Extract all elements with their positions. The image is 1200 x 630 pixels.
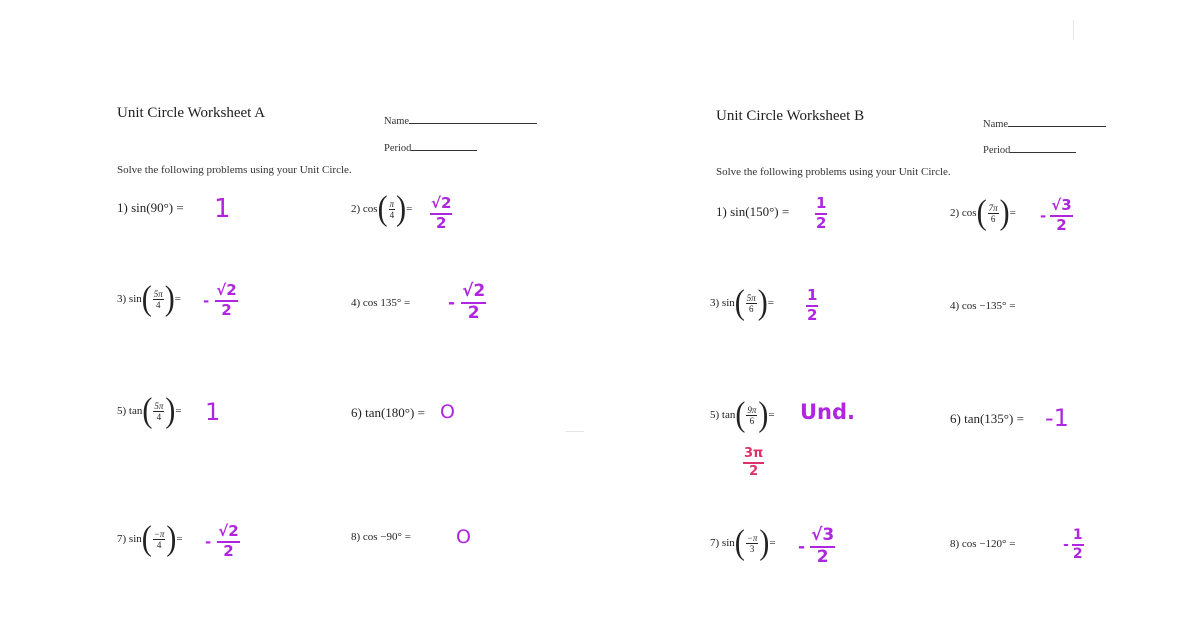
name-line bbox=[1008, 115, 1106, 127]
numerator: 5π bbox=[154, 400, 164, 411]
period-label: Period bbox=[983, 145, 1011, 156]
left-paren: ( bbox=[377, 189, 388, 228]
left-paren: ( bbox=[976, 193, 987, 232]
margin-note bbox=[743, 446, 764, 478]
answer: O bbox=[440, 401, 455, 423]
problem-number: 2) bbox=[351, 203, 361, 215]
problem-number: 3) bbox=[710, 297, 720, 309]
numerator: π bbox=[389, 198, 395, 209]
right-paren: ) bbox=[759, 523, 770, 562]
answer-denominator: 2 bbox=[467, 303, 480, 323]
problem-expression: cos 135° = bbox=[362, 297, 411, 309]
denominator: 6 bbox=[990, 213, 996, 224]
function-name: tan bbox=[128, 405, 143, 417]
problem-number: 6) bbox=[351, 405, 362, 420]
problem-number: 6) bbox=[950, 411, 961, 426]
answer-denominator: 2 bbox=[1056, 216, 1067, 234]
right-paren: ) bbox=[164, 279, 175, 318]
scan-mark bbox=[566, 431, 584, 432]
denominator: 6 bbox=[749, 415, 755, 426]
answer-denominator: 2 bbox=[816, 214, 827, 232]
problem-number: 4) bbox=[351, 297, 361, 309]
function-name: sin bbox=[128, 293, 142, 305]
function-name: cos bbox=[362, 203, 378, 215]
answer-sign: - bbox=[1063, 536, 1069, 553]
denominator: 4 bbox=[389, 209, 395, 220]
argument-fraction bbox=[153, 289, 164, 310]
problem-number: 5) bbox=[117, 405, 127, 417]
period-label: Period bbox=[384, 143, 412, 154]
problem-number: 5) bbox=[710, 409, 720, 421]
answer-numerator: 1 bbox=[1072, 528, 1084, 546]
name-label: Name bbox=[384, 116, 410, 127]
answer-numerator: √2 bbox=[430, 196, 452, 215]
answer-numerator: √3 bbox=[1050, 198, 1072, 217]
answer: 1 bbox=[205, 398, 221, 426]
equals-sign: = bbox=[768, 409, 775, 421]
answer-numerator: √2 bbox=[461, 283, 486, 304]
problem-number: 8) bbox=[351, 531, 361, 543]
right-paren: ) bbox=[166, 519, 177, 558]
answer-sign: - bbox=[448, 292, 456, 313]
period-field[interactable] bbox=[384, 139, 477, 154]
problem-expression: cos −120° = bbox=[961, 538, 1016, 550]
period-field[interactable] bbox=[983, 141, 1076, 156]
numerator: 5π bbox=[746, 292, 756, 303]
name-field[interactable] bbox=[384, 112, 537, 127]
problem-expression: cos −90° = bbox=[362, 531, 411, 543]
note-numerator: 3π bbox=[743, 447, 764, 464]
left-paren: ( bbox=[141, 519, 152, 558]
answer-denominator: 2 bbox=[807, 306, 818, 324]
left-paren: ( bbox=[141, 279, 152, 318]
answer-numerator: √2 bbox=[217, 524, 239, 543]
argument-fraction bbox=[153, 401, 164, 422]
answer: 1 bbox=[214, 194, 231, 224]
answer bbox=[1063, 528, 1084, 561]
problem-8 bbox=[950, 538, 1015, 550]
function-name: tan bbox=[721, 409, 736, 421]
answer bbox=[203, 283, 238, 318]
function-name: sin bbox=[721, 297, 735, 309]
problem-6 bbox=[950, 411, 1024, 427]
denominator: 4 bbox=[156, 539, 162, 550]
problem-1 bbox=[716, 204, 789, 220]
problem-8 bbox=[351, 531, 411, 543]
problem-1 bbox=[117, 200, 184, 216]
argument-fraction bbox=[746, 405, 757, 426]
equals-sign: = bbox=[769, 537, 776, 549]
right-paren: ) bbox=[165, 391, 176, 430]
numerator: 7π bbox=[988, 202, 998, 213]
answer bbox=[430, 194, 452, 231]
problem-number: 7) bbox=[710, 537, 720, 549]
function-name: sin bbox=[128, 533, 142, 545]
problem-number: 1) bbox=[117, 200, 128, 215]
argument-fraction bbox=[153, 529, 166, 550]
equals-sign: = bbox=[174, 293, 181, 305]
answer-numerator: 1 bbox=[815, 196, 827, 215]
answer bbox=[815, 194, 827, 231]
problem-expression: tan(180°) = bbox=[365, 405, 425, 420]
answer bbox=[205, 524, 240, 559]
equals-sign: = bbox=[767, 297, 774, 309]
equals-sign: = bbox=[1009, 207, 1016, 219]
problem-expression: tan(135°) = bbox=[964, 411, 1024, 426]
instructions: Solve the following problems using your Unit Circle. bbox=[117, 164, 352, 176]
right-paren: ) bbox=[757, 283, 768, 322]
problem-3 bbox=[117, 279, 181, 318]
answer-denominator: 2 bbox=[436, 214, 447, 232]
equals-sign: = bbox=[406, 203, 413, 215]
function-name: sin bbox=[721, 537, 735, 549]
answer-denominator: 2 bbox=[223, 542, 234, 560]
problem-6 bbox=[351, 405, 425, 421]
problem-number: 3) bbox=[117, 293, 127, 305]
problem-7 bbox=[117, 519, 183, 558]
argument-fraction bbox=[988, 203, 999, 224]
right-paren: ) bbox=[999, 193, 1010, 232]
answer-numerator: √2 bbox=[215, 283, 237, 302]
answer bbox=[798, 527, 835, 566]
problem-number: 1) bbox=[716, 204, 727, 219]
problem-2 bbox=[351, 189, 413, 228]
problem-number: 2) bbox=[950, 207, 960, 219]
problem-number: 7) bbox=[117, 533, 127, 545]
denominator: 4 bbox=[156, 299, 161, 310]
numerator: −π bbox=[153, 528, 165, 539]
answer bbox=[1040, 198, 1073, 233]
note-denominator: 2 bbox=[749, 464, 759, 479]
answer-denominator: 2 bbox=[221, 301, 232, 319]
scan-mark bbox=[1073, 20, 1074, 40]
problem-number: 8) bbox=[950, 538, 960, 550]
period-line bbox=[411, 139, 477, 151]
problem-expression: sin(150°) = bbox=[730, 204, 790, 219]
problem-2 bbox=[950, 193, 1016, 232]
numerator: 9π bbox=[747, 404, 757, 415]
answer-denominator: 2 bbox=[1072, 546, 1083, 562]
name-label: Name bbox=[983, 119, 1009, 130]
problem-expression: cos −135° = bbox=[961, 300, 1016, 312]
left-paren: ( bbox=[142, 391, 153, 430]
right-paren: ) bbox=[758, 395, 769, 434]
function-name: cos bbox=[961, 207, 977, 219]
argument-fraction bbox=[746, 533, 759, 554]
right-paren: ) bbox=[396, 189, 407, 228]
answer bbox=[806, 286, 818, 323]
denominator: 3 bbox=[749, 543, 755, 554]
problem-4 bbox=[351, 297, 410, 309]
instructions: Solve the following problems using your Unit Circle. bbox=[716, 166, 951, 178]
problem-7 bbox=[710, 523, 776, 562]
left-paren: ( bbox=[734, 523, 745, 562]
answer-sign: - bbox=[1040, 206, 1047, 225]
answer-sign: - bbox=[203, 291, 210, 310]
denominator: 6 bbox=[749, 303, 754, 314]
answer-numerator: 1 bbox=[806, 288, 818, 307]
left-paren: ( bbox=[734, 283, 745, 322]
problem-4 bbox=[950, 300, 1015, 312]
problem-5 bbox=[117, 391, 182, 430]
problem-5 bbox=[710, 395, 775, 434]
answer: -1 bbox=[1045, 404, 1069, 432]
answer: Und. bbox=[800, 400, 856, 424]
name-field[interactable] bbox=[983, 115, 1106, 130]
problem-expression: sin(90°) = bbox=[131, 200, 184, 215]
problem-number: 4) bbox=[950, 300, 960, 312]
left-paren: ( bbox=[735, 395, 746, 434]
denominator: 4 bbox=[156, 411, 162, 422]
answer-sign: - bbox=[798, 536, 806, 557]
answer-sign: - bbox=[205, 532, 212, 551]
name-line bbox=[409, 112, 537, 124]
argument-fraction bbox=[746, 293, 757, 314]
period-line bbox=[1010, 141, 1076, 153]
argument-fraction bbox=[389, 199, 396, 220]
worksheet-title: Unit Circle Worksheet A bbox=[117, 105, 266, 121]
equals-sign: = bbox=[176, 533, 183, 545]
equals-sign: = bbox=[175, 405, 182, 417]
numerator: −π bbox=[746, 532, 758, 543]
answer-numerator: √3 bbox=[810, 527, 835, 548]
worksheet-title: Unit Circle Worksheet B bbox=[716, 108, 865, 124]
answer: O bbox=[456, 526, 471, 548]
numerator: 5π bbox=[153, 288, 163, 299]
answer bbox=[448, 283, 486, 322]
problem-3 bbox=[710, 283, 774, 322]
answer-denominator: 2 bbox=[816, 547, 829, 567]
